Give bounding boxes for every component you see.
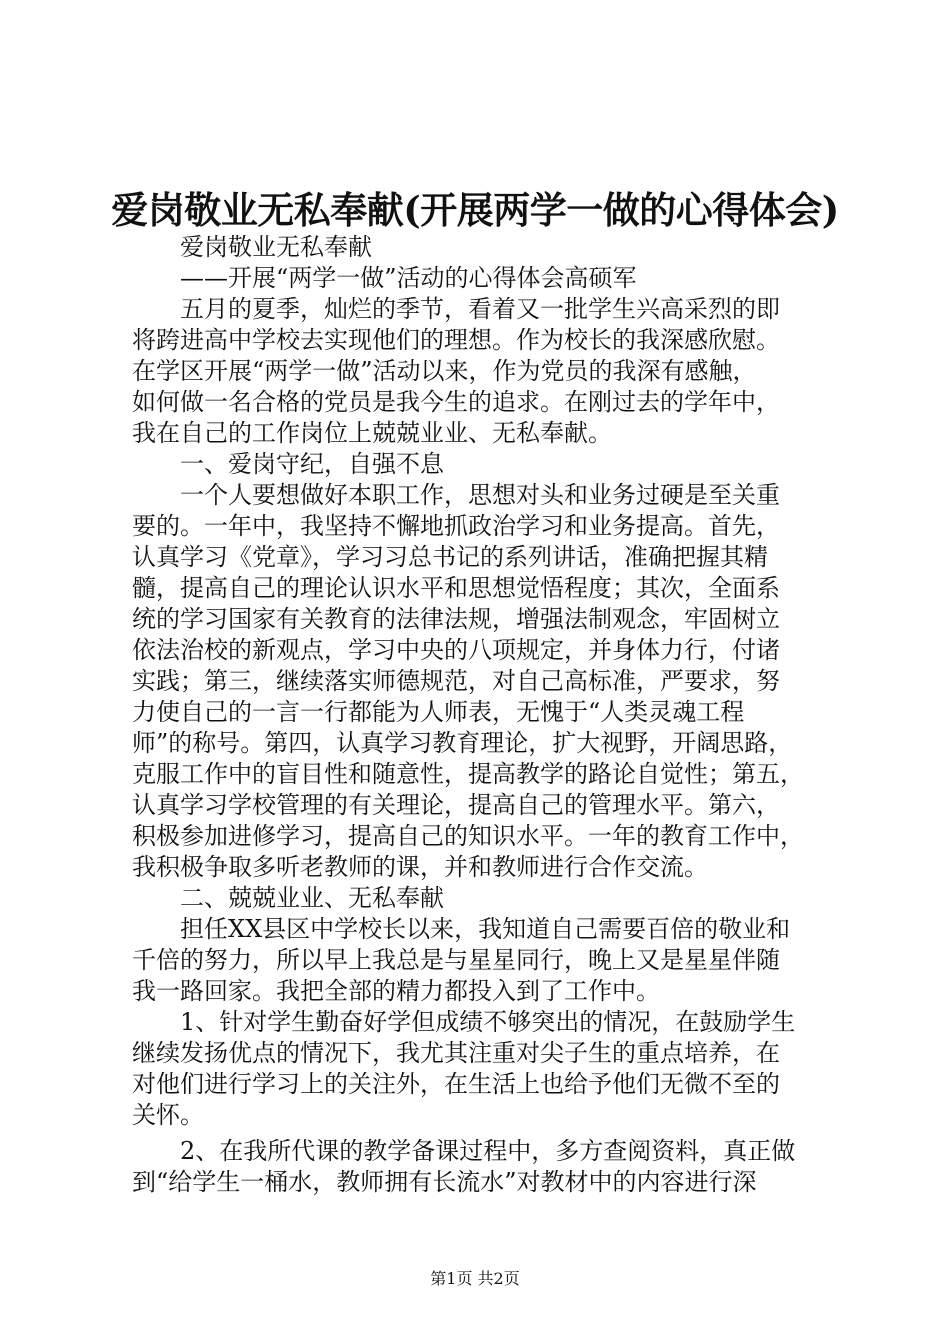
text-line: 爱岗敬业无私奉献 [180,233,372,261]
text-line: 对他们进行学习上的关注外，在生活上也给予他们无微不至的 [132,1070,780,1098]
text-line: 我在自己的工作岗位上兢兢业业、无私奉献。 [132,419,612,447]
page-footer: 第1页 共2页 [430,1269,520,1288]
text-line: 二、兢兢业业、无私奉献 [180,884,444,912]
text-line: 将跨进高中学校去实现他们的理想。作为校长的我深感欣慰。 [132,326,780,354]
text-line: 担任XX县区中学校长以来，我知道自己需要百倍的敬业和 [180,915,791,943]
text-line: 千倍的努力，所以早上我总是与星星同行，晚上又是星星伴随 [132,946,780,974]
text-line: ——开展“两学一做”活动的心得体会高硕军 [180,264,637,292]
text-line: 实践；第三，继续落实师德规范，对自己高标准，严要求，努 [132,667,780,695]
document-body [132,232,832,1198]
text-line: 依法治校的新观点，学习中央的八项规定，并身体力行，付诸 [132,636,780,664]
text-line: 力使自己的一言一行都能为人师表，无愧于“人类灵魂工程 [132,698,745,726]
text-line: 到“给学生一桶水，教师拥有长流水”对教材中的内容进行深 [132,1168,757,1196]
text-line: 关怀。 [132,1101,204,1129]
text-line: 五月的夏季，灿烂的季节，看着又一批学生兴高采烈的即 [180,295,780,323]
text-line: 统的学习国家有关教育的法律法规，增强法制观念，牢固树立 [132,605,780,633]
text-line: 认真学习学校管理的有关理论，提高自己的管理水平。第六， [132,791,780,819]
text-line: 师”的称号。第四，认真学习教育理论，扩大视野，开阔思路， [132,729,793,757]
text-line: 积极参加进修学习，提高自己的知识水平。一年的教育工作中， [132,822,804,850]
text-line: 如何做一名合格的党员是我今生的追求。在刚过去的学年中， [132,388,780,416]
text-line: 克服工作中的盲目性和随意性，提高教学的路论自觉性；第五， [132,760,804,788]
text-line: 我积极争取多听老教师的课，并和教师进行合作交流。 [132,853,708,881]
text-line: 在学区开展“两学一做”活动以来，作为党员的我深有感触， [132,357,757,385]
text-line: 我一路回家。我把全部的精力都投入到了工作中。 [132,977,660,1005]
document-title: 爱岗敬业无私奉献(开展两学一做的心得体会) [111,188,839,232]
text-line: 1、针对学生勤奋好学但成绩不够突出的情况，在鼓励学生 [180,1008,796,1036]
text-line: 要的。一年中，我坚持不懈地抓政治学习和业务提高。首先， [132,512,780,540]
text-line: 2、在我所代课的教学备课过程中，多方查阅资料，真正做 [180,1137,796,1165]
text-line: 一、爱岗守纪，自强不息 [180,450,444,478]
text-line: 认真学习《党章》，学习习总书记的系列讲话，准确把握其精 [132,543,768,571]
text-line: 一个人要想做好本职工作，思想对头和业务过硬是至关重 [180,481,780,509]
text-line: 继续发扬优点的情况下，我尤其注重对尖子生的重点培养，在 [132,1039,780,1067]
text-line: 髓，提高自己的理论认识水平和思想觉悟程度；其次，全面系 [132,574,780,602]
